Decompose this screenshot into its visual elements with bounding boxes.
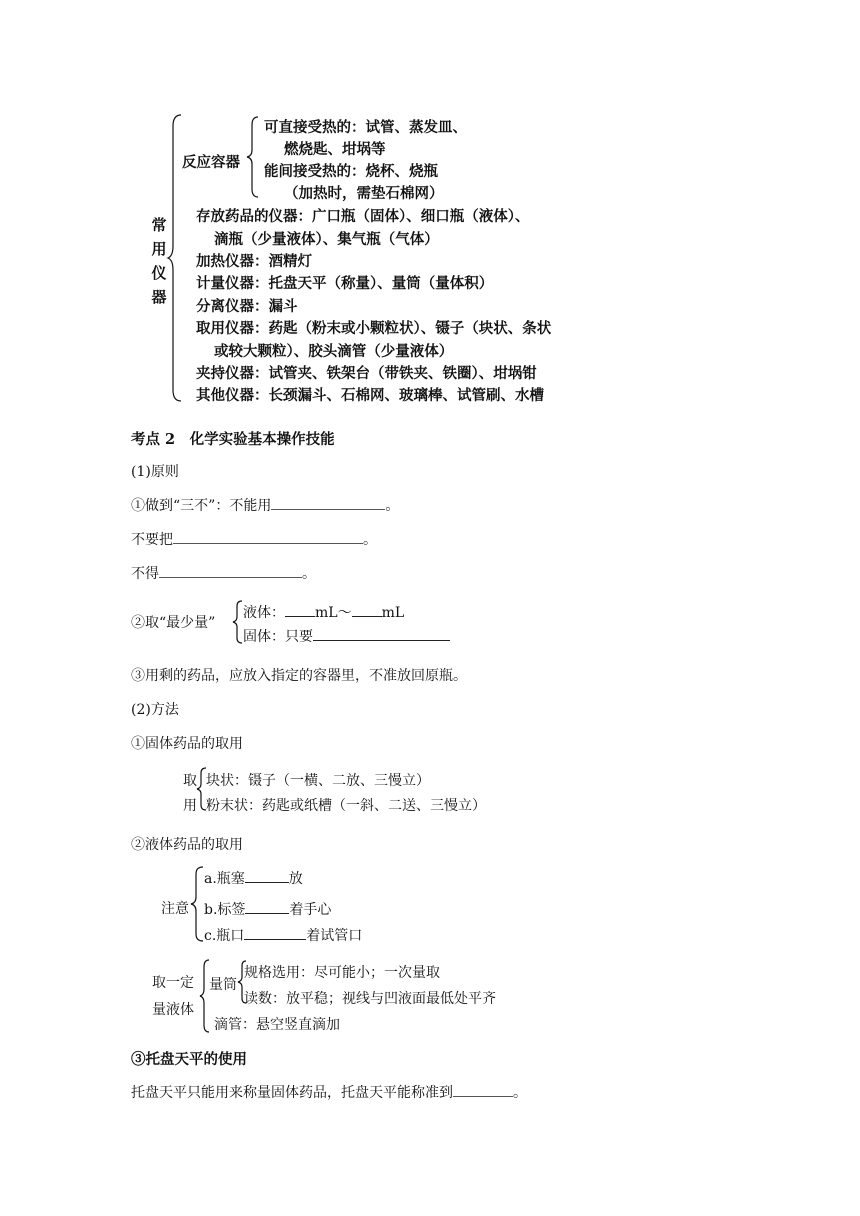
measuring-instruments: 计量仪器：托盘天平（称量）、量筒（量体积） — [196, 275, 494, 292]
other-instruments: 其他仪器：长颈漏斗、石棉网、玻璃棒、试管刷、水槽 — [196, 387, 544, 404]
period: 。 — [513, 1085, 527, 1101]
root-char-4: 器 — [151, 288, 167, 306]
balance-heading: ③托盘天平的使用 — [131, 1051, 247, 1068]
root-char-1: 常 — [151, 216, 167, 234]
notice-c-line — [204, 925, 362, 945]
notice-b-suffix: 着手心 — [289, 902, 332, 918]
three-no-2-text: 不要把 — [131, 532, 173, 548]
period: 。 — [302, 566, 316, 582]
notice-a-text: a.瓶塞 — [204, 871, 245, 887]
root-char-2: 用 — [151, 240, 167, 258]
liquid-amount-line — [243, 602, 404, 622]
notice-c-suffix: 着试管口 — [306, 928, 363, 944]
cylinder-label: 量筒 — [209, 977, 237, 993]
answer-blank[interactable] — [453, 1083, 513, 1097]
taking-line-1: 取用仪器：药匙（粉末或小颗粒状）、镊子（块状、条状 — [196, 320, 552, 337]
answer-blank[interactable] — [159, 564, 302, 578]
notice-b-line — [204, 899, 331, 919]
answer-blank[interactable] — [271, 496, 385, 510]
answer-blank[interactable] — [313, 627, 450, 641]
fixed-volume-label-2: 量液体 — [152, 1002, 194, 1018]
notice-c-text: c.瓶口 — [204, 928, 245, 944]
answer-blank[interactable] — [352, 603, 382, 617]
indirect-heat-line-1: 能间接受热的：烧杯、烧瓶 — [264, 163, 438, 180]
solid-amount-line — [243, 626, 450, 646]
liquid-label: 液体： — [243, 605, 285, 621]
solid-label-top: 取 — [183, 773, 197, 789]
three-no-line-1 — [131, 495, 399, 515]
root-char-3: 仪 — [151, 264, 167, 282]
storage-line-1: 存放药品的仪器：广口瓶（固体）、细口瓶（液体）、 — [196, 208, 530, 225]
three-no-line-3 — [131, 563, 316, 583]
solid-taking-heading: ①固体药品的取用 — [131, 736, 243, 752]
taking-line-2: 或较大颗粒）、胶头滴管（少量液体） — [214, 343, 454, 360]
section-title: 考点 2 化学实验基本操作技能 — [131, 431, 335, 448]
notice-b-text: b.标签 — [204, 902, 246, 918]
balance-text-body: 托盘天平只能用来称量固体药品，托盘天平能称准到 — [131, 1085, 453, 1101]
direct-heat-line-2: 燃烧匙、坩埚等 — [284, 141, 386, 158]
period: 。 — [363, 532, 377, 548]
indirect-heat-line-2: （加热时，需垫石棉网） — [284, 185, 444, 202]
cylinder-read: 读数：放平稳；视线与凹液面最低处平齐 — [244, 991, 496, 1007]
liquid-unit: mL — [381, 605, 405, 621]
answer-blank[interactable] — [244, 926, 306, 940]
holding-instruments: 夹持仪器：试管夹、铁架台（带铁夹、铁圈）、坩埚钳 — [196, 365, 537, 382]
three-no-line-2 — [131, 529, 377, 549]
period: 。 — [385, 498, 400, 514]
heating-instruments: 加热仪器：酒精灯 — [196, 253, 312, 270]
leftover-rule: ③用剩的药品，应放入指定的容器里，不准放回原瓶。 — [131, 668, 467, 684]
solid-label-bottom: 用 — [183, 798, 197, 814]
notice-a-line — [204, 868, 303, 888]
fixed-volume-brace — [199, 959, 211, 1033]
reaction-brace — [247, 116, 261, 198]
cylinder-spec: 规格选用：尽可能小；一次量取 — [244, 965, 440, 981]
separation-instruments: 分离仪器：漏斗 — [196, 298, 298, 315]
reaction-container-label: 反应容器 — [182, 154, 240, 171]
notice-brace — [191, 866, 205, 942]
balance-text — [131, 1082, 527, 1102]
solid-block-method: 块状：镊子（一横、二放、三慢立） — [206, 773, 430, 789]
method-heading: (2)方法 — [131, 702, 179, 718]
principle-heading: (1)原则 — [131, 464, 179, 480]
notice-label: 注意 — [161, 901, 189, 917]
solid-powder-method: 粉末状：药匙或纸槽（一斜、二送、三慢立） — [206, 798, 486, 814]
answer-blank[interactable] — [285, 603, 315, 617]
direct-heat-line-1: 可直接受热的：试管、蒸发皿、 — [264, 119, 467, 136]
min-amount-label: ②取“最少量” — [131, 615, 216, 631]
three-no-3-text: 不得 — [131, 566, 159, 582]
answer-blank[interactable] — [173, 530, 363, 544]
answer-blank[interactable] — [245, 900, 289, 914]
liquid-unit: mL～ — [315, 605, 352, 621]
notice-a-suffix: 放 — [288, 871, 303, 887]
three-no-1-text: ①做到“三不”：不能用 — [131, 498, 272, 514]
liquid-taking-heading: ②液体药品的取用 — [131, 837, 243, 853]
fixed-volume-label-1: 取一定 — [152, 975, 194, 991]
answer-blank[interactable] — [245, 869, 289, 883]
solid-label: 固体：只要 — [243, 629, 313, 645]
dropper-usage: 滴管：悬空竖直滴加 — [214, 1017, 340, 1033]
storage-line-2: 滴瓶（少量液体）、集气瓶（气体） — [214, 231, 439, 248]
